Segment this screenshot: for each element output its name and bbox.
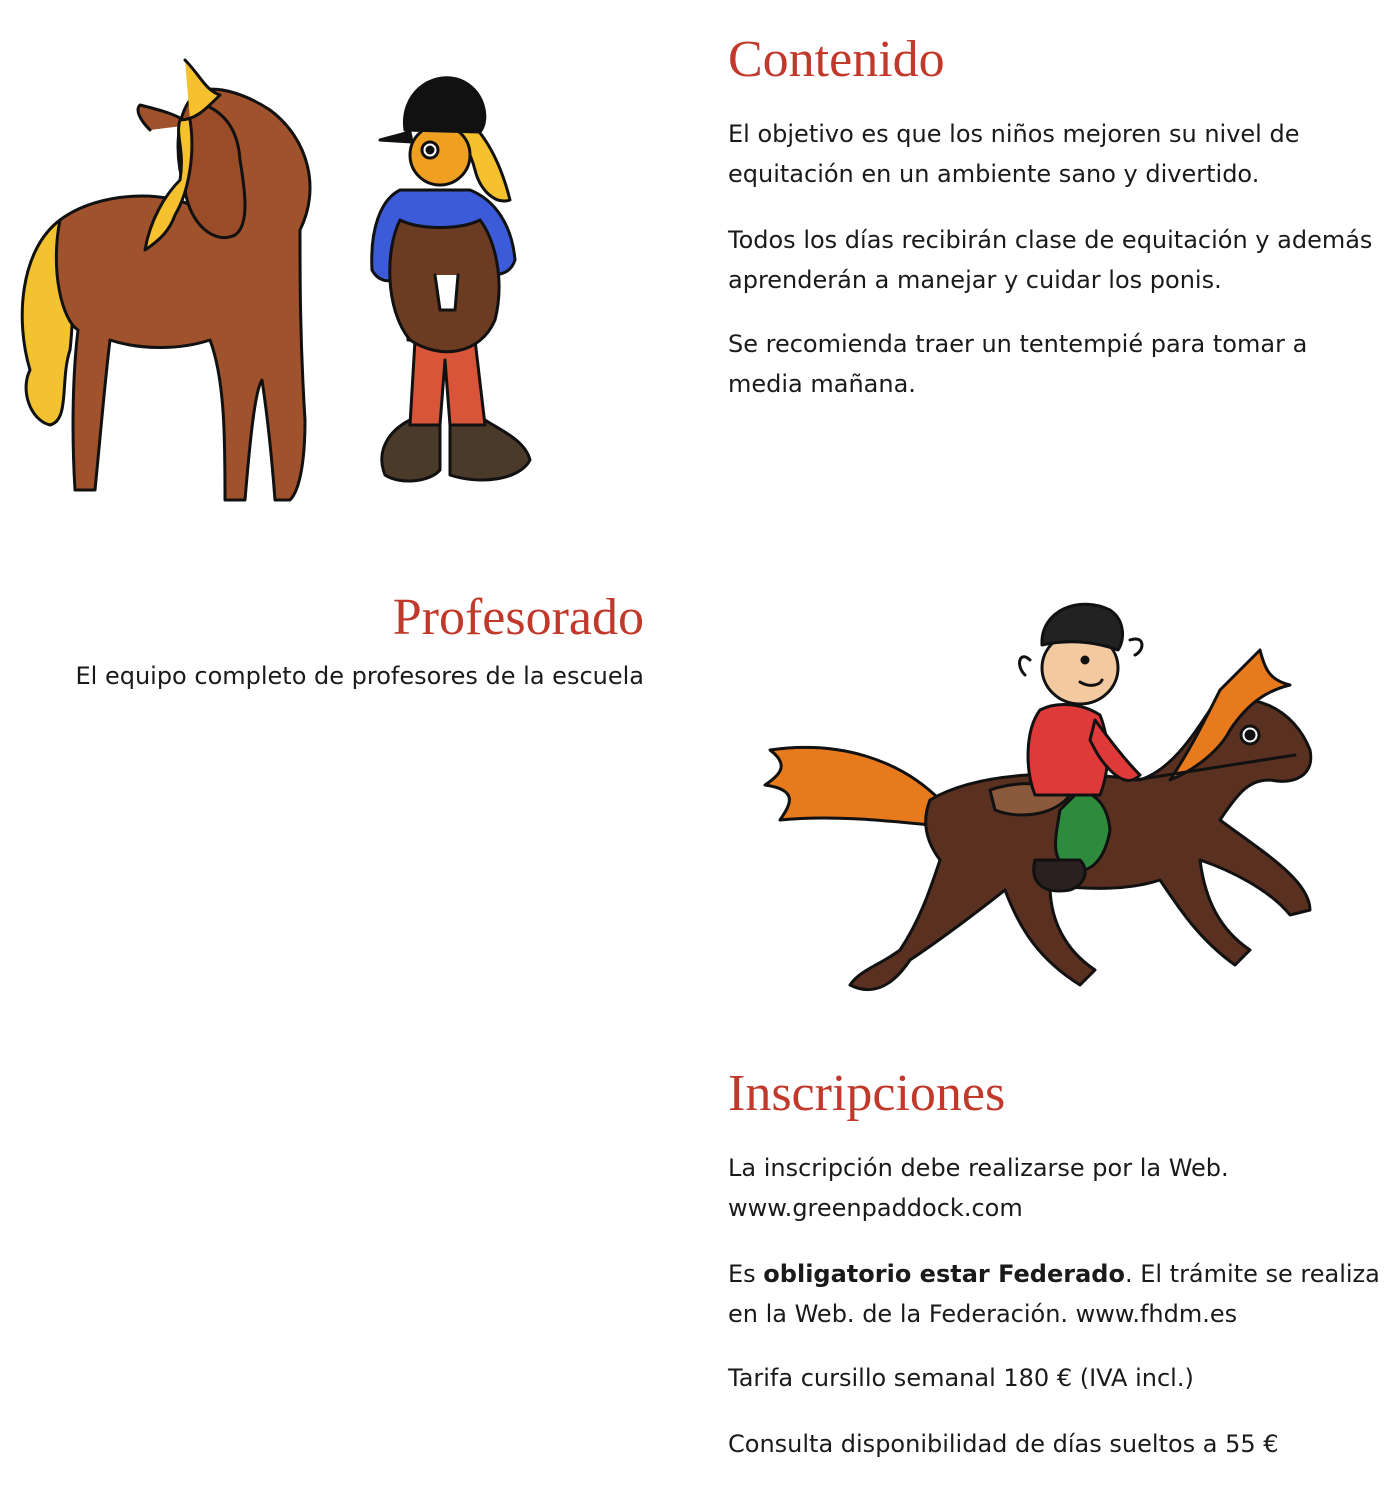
- inscripciones-paragraph-dias-sueltos: Consulta disponibilidad de días sueltos a 55 €: [728, 1430, 1279, 1458]
- horse-and-child-illustration: [0, 20, 560, 520]
- profesorado-paragraph: El equipo completo de profesores de la escuela: [75, 662, 644, 690]
- inscripciones-paragraph-web: [728, 1148, 1388, 1228]
- galloping-pony-drawing: [765, 650, 1311, 990]
- inscripciones-paragraph-federado: [728, 1254, 1393, 1334]
- profesorado-heading: Profesorado: [392, 589, 644, 646]
- standing-horse-drawing: [22, 60, 310, 500]
- contenido-heading: Contenido: [728, 31, 945, 88]
- inscripciones-web-text: La inscripción debe realizarse por la Web.: [728, 1154, 1229, 1182]
- inscripciones-paragraph-tarifa: Tarifa cursillo semanal 180 € (IVA incl.): [728, 1364, 1194, 1392]
- rider-on-pony-illustration: [750, 590, 1330, 1030]
- inscripciones-heading: Inscripciones: [728, 1065, 1006, 1122]
- contenido-paragraph-classes: Todos los días recibirán clase de equitación y además aprenderán a manejar y cuidar los ponis.: [728, 226, 1373, 294]
- federado-bold-text: obligatorio estar Federado: [763, 1260, 1125, 1288]
- contenido-paragraph-objective: El objetivo es que los niños mejoren su nivel de equitación en un ambiente sano y divertido.: [728, 120, 1300, 188]
- federado-post-text: . El trámite se realiza en la Web. de la Federación. www.fhdm.es: [728, 1260, 1380, 1328]
- contenido-paragraph-snack: Se recomienda traer un tentempié para tomar a media mañana.: [728, 330, 1308, 398]
- greenpaddock-link[interactable]: www.greenpaddock.com: [728, 1194, 1023, 1222]
- child-with-saddle-drawing: [372, 78, 530, 481]
- federado-pre-text: Es: [728, 1260, 764, 1288]
